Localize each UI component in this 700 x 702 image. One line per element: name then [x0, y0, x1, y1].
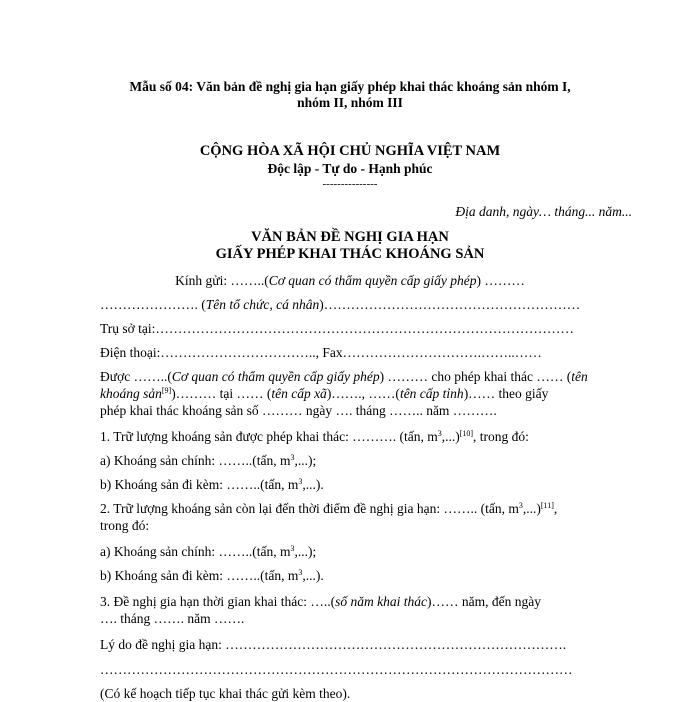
place-date: Địa danh, ngày… tháng... năm... — [455, 204, 632, 219]
item-1a-line — [100, 452, 316, 469]
license-paragraph-line-1 — [100, 368, 588, 385]
head-office-line: Trụ sở tại:………………………………………………………………………………… — [100, 321, 574, 336]
text-segment-italic: khoáng sản — [100, 386, 162, 401]
text-segment: , — [553, 501, 558, 516]
text-segment: ,...). — [302, 477, 324, 492]
motto-divider: --------------- — [322, 178, 378, 190]
text-segment: Được ……..( — [100, 369, 172, 384]
text-segment: a) Khoáng sản chính: ……..(tấn, m — [100, 453, 291, 468]
text-segment: 1. Trữ lượng khoáng sản được phép khai thác: ………. (tấn, m — [100, 429, 438, 444]
text-segment: b) Khoáng sản đi kèm: ……..(tấn, m — [100, 568, 299, 583]
text-segment-italic: số năm khai thác — [335, 594, 427, 609]
applicant-prefix: …………………. ( — [100, 297, 206, 312]
item-2-line-1 — [100, 500, 557, 517]
form-title-line-2: nhóm II, nhóm III — [297, 95, 403, 110]
text-segment-italic: tên — [571, 369, 588, 384]
text-segment-italic: tên cấp xã — [271, 386, 327, 401]
applicant-name-line — [100, 296, 580, 313]
reason-continuation-line: …………………………………………………………………………………………… — [100, 662, 573, 677]
license-paragraph-line-3: phép khai thác khoáng sản số ……… ngày …. tháng …….. năm ………. — [100, 403, 497, 418]
license-paragraph-line-2 — [100, 385, 548, 402]
item-3-line-1 — [100, 593, 541, 610]
text-segment: )……., ……( — [326, 386, 400, 401]
country-name: CỘNG HÒA XÃ HỘI CHỦ NGHĨA VIỆT NAM — [199, 143, 501, 159]
item-1b-line — [100, 476, 324, 493]
text-segment-italic: tên cấp tỉnh — [399, 386, 464, 401]
superscript: 3 — [298, 477, 303, 486]
item-3-line-2: …. tháng ……. năm ……. — [100, 611, 245, 626]
text-segment: ,...); — [294, 453, 317, 468]
form-title-line-1: Mẫu số 04: Văn bản đề nghị gia hạn giấy phép khai thác khoáng sản nhóm I, — [129, 79, 571, 94]
superscript: 3 — [290, 544, 295, 553]
text-segment: )…… năm, đến ngày — [426, 594, 541, 609]
text-segment: ,...) — [441, 429, 460, 444]
footnote-ref: [9] — [161, 386, 172, 395]
superscript: 3 — [298, 568, 303, 577]
text-segment: 3. Đề nghị gia hạn thời gian khai thác: …..( — [100, 594, 336, 609]
doc-title-line-2: GIẤY PHÉP KHAI THÁC KHOÁNG SẢN — [215, 246, 485, 262]
text-segment: 2. Trữ lượng khoáng sản còn lại đến thời điểm đề nghị gia hạn: …….. (tấn, m — [100, 501, 519, 516]
text-segment-italic: Cơ quan có thẩm quyền cấp giấy phép — [171, 369, 380, 384]
recipient-authority: Cơ quan có thẩm quyền cấp giấy phép — [268, 273, 477, 288]
superscript: 3 — [290, 453, 295, 462]
doc-title-line-1: VĂN BẢN ĐỀ NGHỊ GIA HẠN — [251, 229, 449, 245]
recipient-prefix: Kính gửi: ……..( — [175, 273, 269, 288]
superscript: 3 — [437, 429, 442, 438]
applicant-suffix: )………………………………………………… — [319, 297, 581, 312]
applicant-label: Tên tổ chức, cá nhân — [205, 297, 320, 312]
text-segment: , trong đó: — [473, 429, 529, 444]
recipient-suffix: ) ……… — [476, 273, 525, 288]
text-segment: ,...). — [302, 568, 324, 583]
footnote-ref: [11] — [540, 501, 554, 510]
item-2a-line — [100, 543, 316, 560]
motto: Độc lập - Tự do - Hạnh phúc — [267, 161, 433, 176]
text-segment: ,...) — [522, 501, 541, 516]
plan-note: (Có kế hoạch tiếp tục khai thác gửi kèm theo). — [100, 686, 351, 701]
reason-line: Lý do đề nghị gia hạn: …………………………………………………………………. — [100, 637, 567, 652]
text-segment: ) ……… cho phép khai thác …… ( — [379, 369, 572, 384]
text-segment: ,...); — [294, 544, 317, 559]
text-segment: )…… theo giấy — [463, 386, 549, 401]
item-1-line — [100, 428, 529, 445]
text-segment: b) Khoáng sản đi kèm: ……..(tấn, m — [100, 477, 299, 492]
text-segment: a) Khoáng sản chính: ……..(tấn, m — [100, 544, 291, 559]
phone-fax-line: Điện thoại:…………………………….., Fax………………………….……..…… — [100, 345, 542, 360]
recipient-line — [0, 272, 700, 289]
superscript: 3 — [518, 501, 523, 510]
text-segment: )……… tại …… ( — [171, 386, 272, 401]
item-2b-line — [100, 567, 324, 584]
footnote-ref: [10] — [459, 429, 474, 438]
item-2-line-2: trong đó: — [100, 518, 150, 533]
